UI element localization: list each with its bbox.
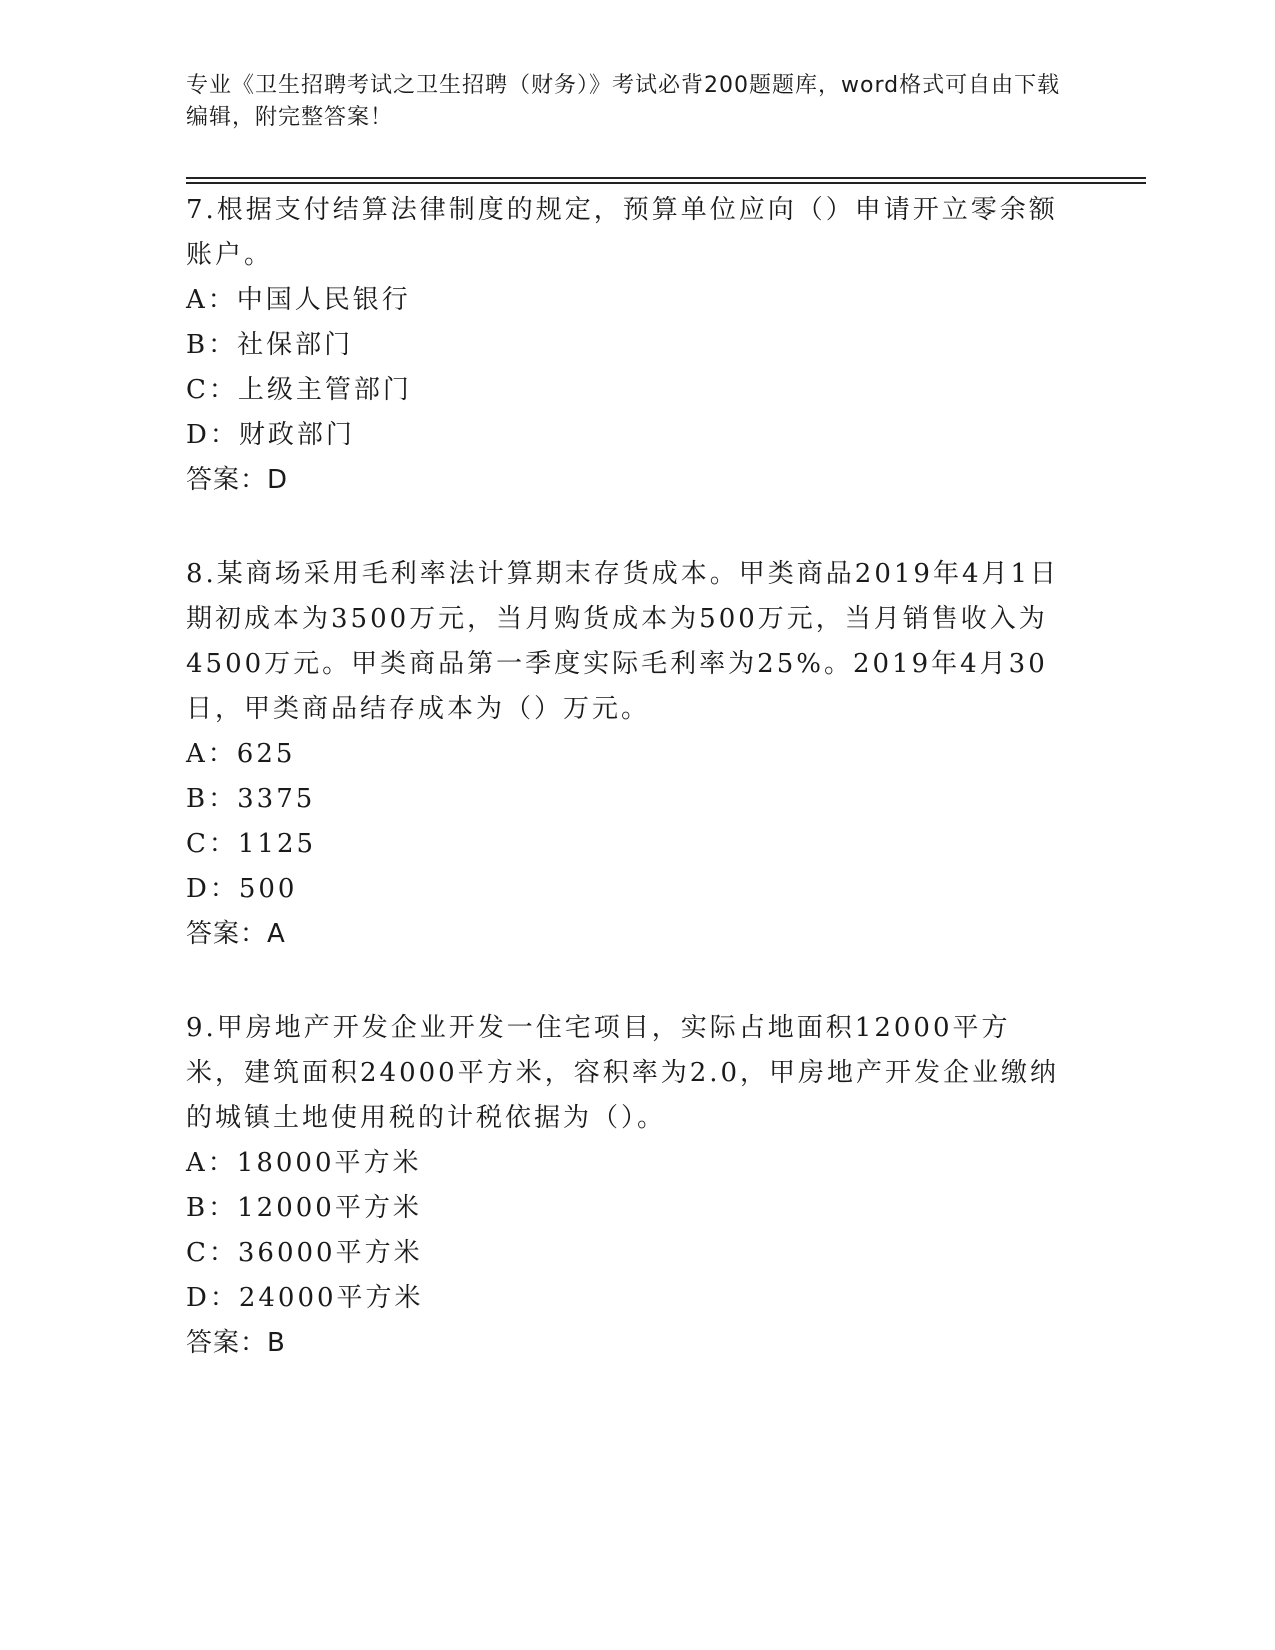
option-b: B：12000平方米 (186, 1193, 422, 1223)
header-divider-bottom (186, 182, 1146, 184)
option-c: C：上级主管部门 (186, 375, 412, 405)
question-stem: 9.甲房地产开发企业开发一住宅项目，实际占地面积12000平方米，建筑面积24000平方米，容积率为2.0，甲房地产开发企业缴纳的城镇土地使用税的计税依据为（）。 (186, 1013, 1060, 1133)
answer-line: 答案：D (186, 465, 289, 495)
answer-line: 答案：A (186, 919, 286, 949)
question-8 (186, 552, 1066, 957)
question-stem: 8.某商场采用毛利率法计算期末存货成本。甲类商品2019年4月1日期初成本为3500万元，当月购货成本为500万元，当月销售收入为4500万元。甲类商品第一季度实际毛利率为25%。2019年4月30日，甲类商品结存成本为（）万元。 (186, 559, 1060, 724)
document-intro: 专业《卫生招聘考试之卫生招聘（财务）》考试必背200题题库，word格式可自由下载编辑，附完整答案！ (186, 73, 1061, 130)
option-d: D：500 (186, 874, 298, 904)
question-7 (186, 188, 1066, 503)
option-c: C：1125 (186, 829, 317, 859)
option-b: B：社保部门 (186, 330, 354, 360)
option-b: B：3375 (186, 784, 316, 814)
option-d: D：24000平方米 (186, 1283, 424, 1313)
question-9 (186, 1006, 1066, 1366)
option-a: A：中国人民银行 (186, 285, 411, 315)
answer-line: 答案：B (186, 1328, 286, 1358)
option-d: D：财政部门 (186, 420, 355, 450)
option-a: A：18000平方米 (186, 1148, 422, 1178)
option-a: A：625 (186, 739, 296, 769)
option-c: C：36000平方米 (186, 1238, 423, 1268)
question-stem: 7.根据支付结算法律制度的规定，预算单位应向（）申请开立零余额账户。 (186, 195, 1058, 270)
header-divider-top (186, 177, 1146, 179)
